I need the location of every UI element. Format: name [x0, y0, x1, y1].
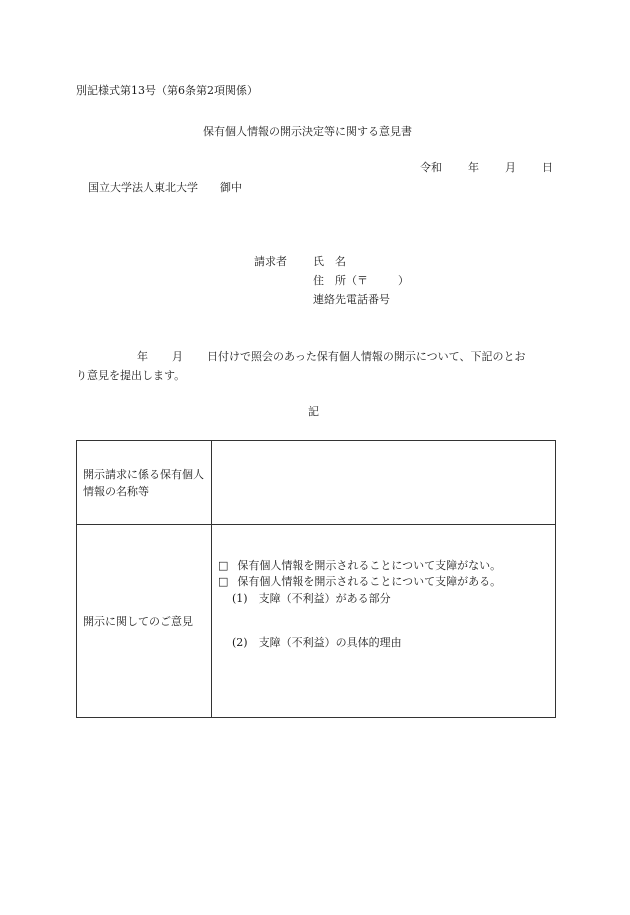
- info-name-label: 開示請求に係る保有個人情報の名称等: [83, 467, 204, 498]
- body-line-1: [137, 350, 525, 364]
- option-no-objection: [218, 559, 501, 573]
- requester-phone-label: 連絡先電話番号: [313, 293, 390, 306]
- option-has-objection: [218, 575, 501, 589]
- body-year: 年: [137, 350, 148, 363]
- ki-heading: 記: [308, 405, 319, 418]
- opinion-field[interactable]: [212, 525, 556, 718]
- option-no-objection-text: 保有個人情報を開示されることについて支障がない。: [237, 559, 502, 572]
- body-line1-rest: 日付けで照会のあった保有個人情報の開示について、下記のとお: [207, 350, 526, 363]
- info-name-field[interactable]: [212, 441, 556, 525]
- addressee: [88, 181, 242, 195]
- body-line-2: り意見を提出します。: [76, 369, 186, 382]
- addressee-honorific: 御中: [220, 181, 242, 194]
- date-era: 令和: [420, 161, 442, 174]
- opinion-table: [76, 440, 556, 718]
- requester-address-label: [313, 274, 409, 288]
- checkbox-has-objection[interactable]: □: [218, 575, 229, 588]
- table-row: [77, 525, 556, 718]
- address-close: ）: [398, 274, 409, 287]
- date-year: 年: [468, 161, 479, 174]
- item-objection-part: (1) 支障（不利益）がある部分: [232, 592, 391, 605]
- date-month: 月: [505, 161, 516, 174]
- table-row: [77, 441, 556, 525]
- address-label-text: 住 所（〒: [313, 274, 368, 287]
- name-label-cell: [77, 441, 212, 525]
- requester-name-label: 氏 名: [313, 255, 346, 268]
- opinion-label-cell: [77, 525, 212, 718]
- checkbox-no-objection[interactable]: □: [218, 559, 229, 572]
- body-month: 月: [172, 350, 183, 363]
- addressee-name: 国立大学法人東北大学: [88, 181, 198, 194]
- document-title: 保有個人情報の開示決定等に関する意見書: [203, 125, 412, 138]
- form-reference: 別記様式第13号（第6条第2項関係）: [76, 84, 258, 97]
- requester-heading: 請求者: [254, 255, 287, 268]
- date-day: 日: [542, 161, 553, 174]
- item-objection-reason: (2) 支障（不利益）の具体的理由: [232, 636, 402, 649]
- date-line: [420, 161, 553, 175]
- option-has-objection-text: 保有個人情報を開示されることについて支障がある。: [237, 575, 502, 588]
- opinion-label: 開示に関してのご意見: [83, 614, 193, 628]
